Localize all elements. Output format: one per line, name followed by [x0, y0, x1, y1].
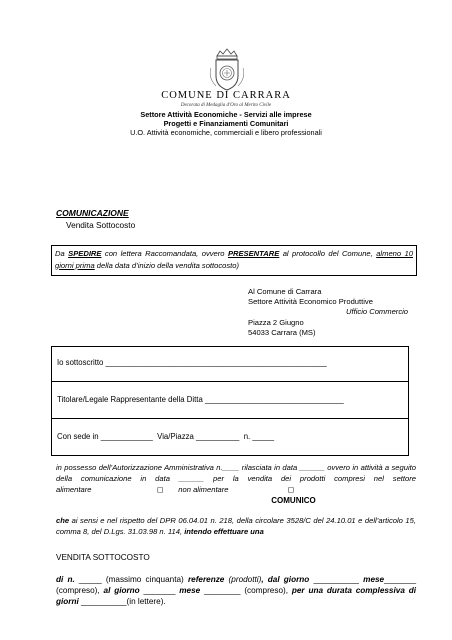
notice-box [51, 245, 417, 276]
addressee-line-1: Al Comune di Carrara [248, 287, 322, 296]
address-field[interactable]: Con sede in ____________ Via/Piazza __________ n. _____ [57, 432, 275, 441]
coat-of-arms-icon [208, 48, 246, 94]
sale-text: __________ [309, 575, 364, 584]
sale-text: (prodotti) [224, 575, 262, 584]
communication-subtitle: Vendita Sottocosto [66, 220, 136, 230]
notice-text: della data d’inizio della vendita sottocosto) [94, 260, 240, 270]
notice-text: con lettera Raccomandata, ovvero [101, 249, 228, 258]
notice-spedire: SPEDIRE [68, 249, 102, 258]
sale-text: ________ (compreso), [200, 586, 292, 596]
sale-text: _____ (massimo cinquanta) [74, 575, 188, 584]
notice-text: Da [55, 249, 69, 258]
legal-reference-text: ai sensi e nel rispetto del DPR 06.04.01 n. 218, della circolare 3528/C del 24.10.01 e dell’articolo 15, comma 8, del D.Lgs. 31.03.98 n. 114, [56, 516, 416, 537]
sale-text: mese [179, 586, 201, 596]
sale-text: mese [363, 575, 385, 584]
company-owner-field[interactable]: Titolare/Legale Rappresentante della Ditta ________________________________ [57, 395, 344, 404]
comunico-heading: COMUNICO [271, 496, 316, 505]
notice-presentare: PRESENTARE [227, 249, 280, 258]
form-divider [51, 418, 409, 419]
unit-line: U.O. Attività economiche, commerciali e libero professionali [130, 128, 322, 137]
addressee-line-4: Piazza 2 Giugno [248, 318, 304, 327]
authorization-paragraph [56, 462, 416, 496]
intent-label: intendo effettuare una [184, 527, 264, 537]
sale-text: , dal giorno [261, 575, 310, 584]
sale-text: referenze [187, 575, 225, 584]
legal-reference-paragraph [56, 515, 416, 538]
vendita-sottocosto-heading: VENDITA SOTTOCOSTO [56, 553, 150, 562]
non-food-checkbox[interactable]: ◻ [287, 485, 295, 495]
sale-text: _______ (compreso), [56, 575, 416, 596]
sale-text: al giorno [103, 586, 140, 596]
sale-text: __________(in lettere). [78, 597, 166, 607]
notice-deadline: almeno 10 giorni prima [55, 249, 413, 270]
non-food-label: non alimentare [178, 485, 229, 495]
notice-text: al protocollo del Comune, [279, 249, 377, 258]
signatory-name-field[interactable]: Io sottoscritto ___________________________________________________ [57, 358, 327, 367]
sector-line-1: Settore Attività Economiche - Servizi alle imprese [140, 110, 312, 119]
comune-subtitle: Decorata di Medaglia d'Oro al Merito Civile [180, 103, 272, 108]
sale-text: di n. [56, 575, 75, 584]
communication-title: COMUNICAZIONE [56, 208, 129, 218]
sale-text: per una durata complessiva di giorni [56, 586, 416, 607]
authorization-text: in possesso dell’Autorizzazione Amministrativa n.____ rilasciata in data ______ ovvero in attività a seguito della comunicazione in data ______ per la vendita dei prodotti compresi nel settore alimentare [56, 463, 416, 495]
sale-text: _______ [139, 586, 180, 596]
sale-details-paragraph [56, 574, 416, 608]
comune-title: COMUNE DI CARRARA [161, 90, 291, 101]
addressee-line-5: 54033 Carrara (MS) [248, 328, 316, 337]
form-divider [51, 381, 409, 382]
food-checkbox[interactable]: ◻ [156, 485, 164, 495]
sector-line-2: Progetti e Finanziamenti Comunitari [163, 119, 289, 128]
che-label: che [56, 516, 70, 525]
addressee-line-2: Settore Attività Economico Produttive [248, 297, 373, 306]
addressee-line-3: Ufficio Commercio [346, 307, 409, 316]
